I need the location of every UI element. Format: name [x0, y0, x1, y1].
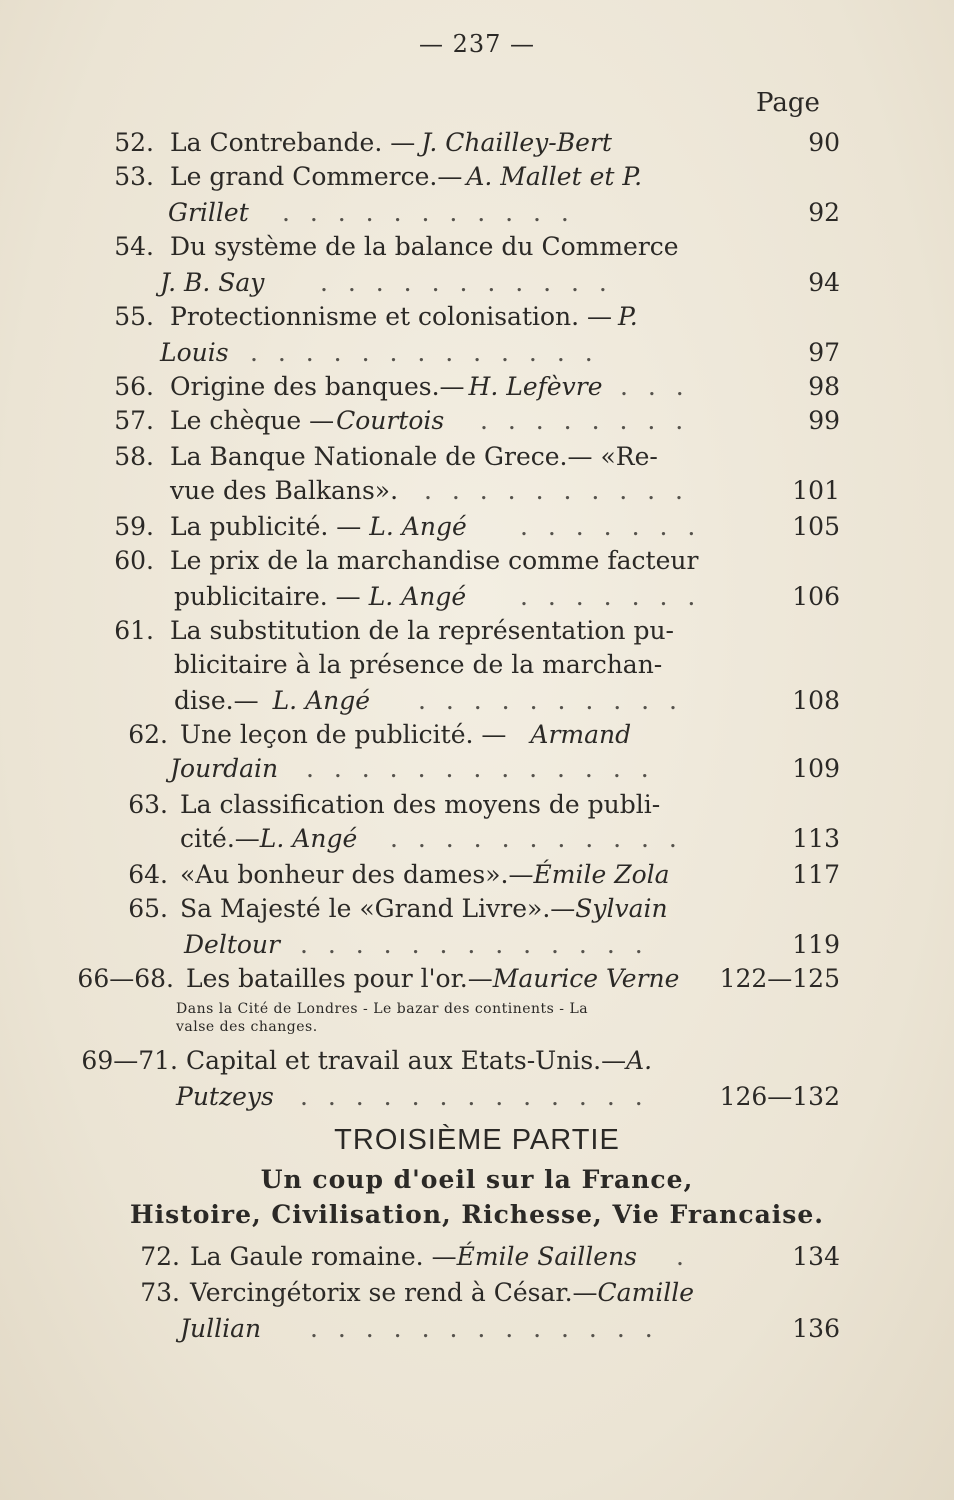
toc-entry: 56. Origine des banques.— H. Lefèvre . . . 98 [114, 372, 840, 401]
part-subtitle: Un coup d'oeil sur la France, [260, 1165, 694, 1194]
toc-entry-continuation: cité.—L. Angé . . . . . . . . . . . 113 [180, 824, 840, 853]
toc-entry: 66—68. Les batailles pour l'or.—Maurice Verne 122—125 [77, 964, 840, 993]
part-subtitle-line2: Histoire, Civilisation, Richesse, Vie Francaise. [130, 1200, 824, 1229]
page-column-label: Page [756, 88, 820, 118]
toc-entry: 54. Du système de la balance du Commerce [114, 232, 679, 261]
toc-entry-continuation: blicitaire à la présence de la marchan- [174, 650, 663, 679]
toc-entry: 52. La Contrebande. — J. Chailley-Bert 90 [114, 128, 840, 157]
toc-entry: 53. Le grand Commerce.— A. Mallet et P. [114, 162, 643, 191]
toc-entry: 72. La Gaule romaine. —Émile Saillens . 134 [140, 1242, 840, 1271]
toc-entry-continuation: Putzeys . . . . . . . . . . . . . 126—132 [176, 1082, 840, 1111]
toc-entry-continuation: Jourdain . . . . . . . . . . . . . 109 [170, 754, 840, 783]
entry-note: Dans la Cité de Londres - Le bazar des continents - La [176, 1001, 589, 1017]
toc-entry: 69—71. Capital et travail aux Etats-Unis.—A. [81, 1046, 653, 1075]
toc-entry: 62. Une leçon de publicité. — Armand [128, 720, 632, 749]
toc-entry: 64. «Au bonheur des dames».—Émile Zola 117 [128, 860, 840, 889]
toc-entry: 65. Sa Majesté le «Grand Livre».—Sylvain [128, 894, 668, 923]
toc-entry: 57. Le chèque —Courtois . . . . . . . . 99 [114, 406, 840, 435]
toc-entry: 73. Vercingétorix se rend à César.—Camille [140, 1278, 695, 1307]
page-number: — 237 — [418, 30, 536, 58]
toc-entry-continuation: Louis . . . . . . . . . . . . . 97 [160, 338, 840, 367]
toc-entry: 58. La Banque Nationale de Grece.— «Re- [114, 442, 658, 471]
part-title: TROISIÈME PARTIE [334, 1124, 620, 1156]
toc-entry: 59. La publicité. — L. Angé . . . . . . . 105 [114, 512, 840, 541]
toc-entry: 63. La classification des moyens de publi- [128, 790, 661, 819]
toc-entry-continuation: Jullian . . . . . . . . . . . . . 136 [180, 1314, 840, 1343]
toc-entry: 55. Protectionnisme et colonisation. — P. [114, 302, 638, 331]
toc-entry: 61. La substitution de la représentation pu- [114, 616, 675, 645]
toc-entry-continuation: Deltour . . . . . . . . . . . . . 119 [184, 930, 840, 959]
toc-entry-continuation: dise.— L. Angé . . . . . . . . . . 108 [174, 686, 840, 715]
entry-note: valse des changes. [176, 1019, 318, 1035]
toc-entry-continuation: Grillet . . . . . . . . . . . 92 [168, 198, 840, 227]
toc-entry: 60. Le prix de la marchandise comme facteur [114, 546, 699, 575]
toc-entry-continuation: vue des Balkans». . . . . . . . . . . 101 [170, 476, 840, 505]
toc-entry-continuation: J. B. Say . . . . . . . . . . . 94 [160, 268, 840, 297]
toc-entry-continuation: publicitaire. — L. Angé . . . . . . . 106 [174, 582, 840, 611]
